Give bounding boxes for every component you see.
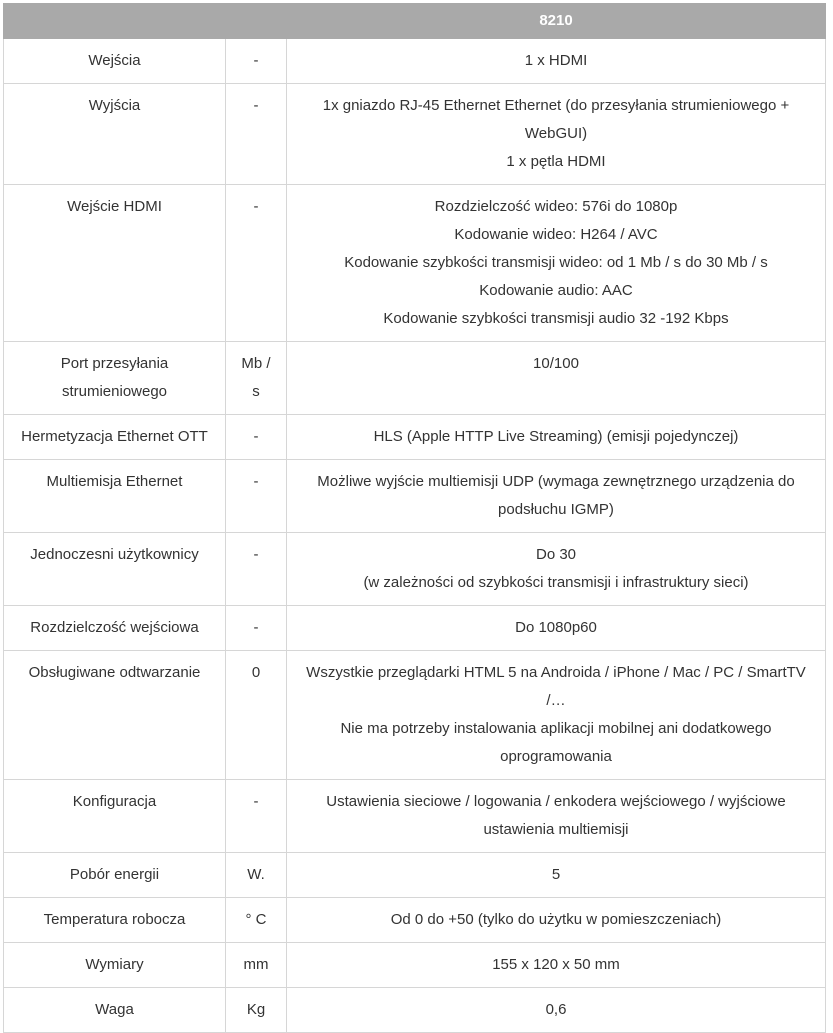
param-label: Jednoczesni użytkownicy [30,546,199,563]
table-row [4,39,826,84]
table-row [4,898,826,943]
param-label: Wymiary [85,956,144,973]
table-row [4,342,826,415]
value-line: 10/100 [533,355,579,372]
unit-cell: Kg [226,988,287,1033]
param-cell [4,780,226,853]
unit-cell: - [226,606,287,651]
table-row [4,651,826,780]
header-empty-cell [4,4,226,39]
table-row [4,415,826,460]
value-cell [287,853,826,898]
value-line: Od 0 do +50 (tylko do użytku w pomieszczeniach) [390,911,722,928]
param-label: Temperatura robocza [43,911,186,928]
value-cell [287,943,826,988]
value-line: HLS (Apple HTTP Live Streaming) (emisji pojedynczej) [373,428,739,445]
param-cell [4,898,226,943]
param-cell [4,943,226,988]
param-cell [4,533,226,606]
value-line: Kodowanie szybkości transmisji audio 32 -192 Kbps [383,310,729,327]
value-line: (w zależności od szybkości transmisji i infrastruktury sieci) [363,574,749,591]
unit-cell: - [226,780,287,853]
table-row [4,988,826,1033]
table-row [4,460,826,533]
table-row [4,84,826,185]
table-row [4,853,826,898]
unit-cell: - [226,460,287,533]
value-cell [287,606,826,651]
param-label: Multiemisja Ethernet [46,473,183,490]
unit-cell: - [226,185,287,342]
value-line: Kodowanie audio: AAC [479,282,633,299]
param-cell [4,185,226,342]
param-label: Wejścia [88,52,141,69]
header-model: 8210 [287,4,826,39]
param-label: Hermetyzacja Ethernet OTT [21,428,208,445]
spec-table [3,3,826,1033]
value-line: Rozdzielczość wideo: 576i do 1080p [434,198,678,215]
param-label: Rozdzielczość wejściowa [30,619,199,636]
param-cell [4,651,226,780]
value-cell [287,651,826,780]
value-line: Nie ma potrzeby instalowania aplikacji mobilnej ani dodatkowego oprogramowania [340,720,772,765]
unit-cell: Mb / s [226,342,287,415]
param-cell [4,84,226,185]
unit-cell: W. [226,853,287,898]
param-label: Port przesyłania strumieniowego [60,355,169,400]
value-line: Do 30 [535,546,577,563]
value-line: 155 x 120 x 50 mm [492,956,620,973]
value-cell [287,780,826,853]
value-cell [287,988,826,1033]
value-line: Kodowanie wideo: H264 / AVC [454,226,658,243]
value-line: Możliwe wyjście multiemisji UDP (wymaga zewnętrznego urządzenia do podsłuchu IGMP) [317,473,795,518]
unit-cell: - [226,533,287,606]
value-line: Kodowanie szybkości transmisji wideo: od 1 Mb / s do 30 Mb / s [344,254,768,271]
unit-cell: - [226,84,287,185]
param-cell [4,853,226,898]
value-cell [287,84,826,185]
param-cell [4,460,226,533]
value-cell [287,185,826,342]
table-header-row [4,4,826,39]
param-cell [4,606,226,651]
table-row [4,943,826,988]
header-empty-cell [226,4,287,39]
param-label: Wejście HDMI [67,198,162,215]
value-line: Do 1080p60 [515,619,597,636]
table-row [4,606,826,651]
unit-cell: 0 [226,651,287,780]
unit-cell: - [226,39,287,84]
value-line: 5 [551,866,561,883]
value-line: Wszystkie przeglądarki HTML 5 na Androida / iPhone / Mac / PC / SmartTV /… [306,664,806,709]
value-cell [287,39,826,84]
param-cell [4,342,226,415]
param-label: Wyjścia [88,97,141,114]
value-cell [287,533,826,606]
value-line: 0,6 [545,1001,567,1018]
value-line: 1 x HDMI [524,52,588,69]
value-cell [287,415,826,460]
spec-table-body [4,39,826,1033]
unit-cell: ° C [226,898,287,943]
table-row [4,780,826,853]
param-label: Pobór energii [69,866,160,883]
value-cell [287,342,826,415]
param-label: Obsługiwane odtwarzanie [28,664,201,681]
unit-cell: mm [226,943,287,988]
value-line: Ustawienia sieciowe / logowania / enkodera wejściowego / wyjściowe ustawienia multiemisji [326,793,786,838]
table-row [4,533,826,606]
param-cell [4,415,226,460]
value-line: 1x gniazdo RJ-45 Ethernet Ethernet (do przesyłania strumieniowego + WebGUI) [322,97,790,142]
param-cell [4,988,226,1033]
param-label: Konfiguracja [72,793,157,810]
value-cell [287,460,826,533]
param-label: Waga [95,1001,134,1018]
value-line: 1 x pętla HDMI [506,153,606,170]
param-cell [4,39,226,84]
unit-cell: - [226,415,287,460]
table-row [4,185,826,342]
value-cell [287,898,826,943]
